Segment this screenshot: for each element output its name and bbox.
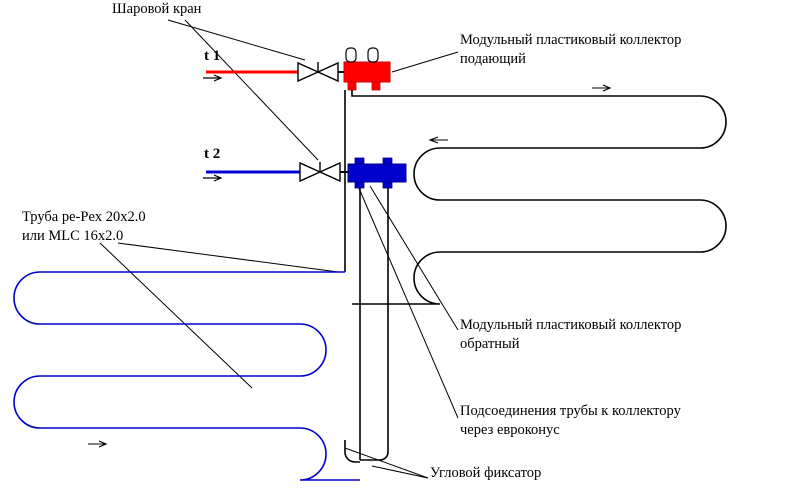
leader-lines [100,20,458,478]
supply-temp-label: t 1 [204,48,221,64]
return-inlet-pipe [203,172,300,181]
manifold-return-label [460,316,681,353]
corner-fixer-label [430,464,541,483]
upper-loop-flow-arrows [430,85,610,143]
manifold-return-label-line2: обратный [460,335,520,352]
supply-inlet-pipe [203,72,298,81]
pipe-spec-label-line2: или MLC 16х2.0 [22,227,124,244]
leader-ball-valve-top [168,20,305,60]
manifold-supply-label-line1: Модульный пластиковый коллектор [460,32,682,48]
leader-manifold-return [370,186,458,330]
eurocone-label-line1: Подсоединения трубы к коллектору [460,403,681,419]
eurocone-label [460,402,681,439]
leader-pipe-spec-2 [118,243,338,272]
lower-heating-loop [14,272,360,480]
return-temp-label: t 2 [204,146,221,162]
manifold-return-label-line1: Модульный пластиковый коллектор [460,317,682,333]
vertical-trunk-pipes [345,90,388,460]
leader-corner-fixer-1 [345,448,428,478]
eurocone-label-line2: через евроконус [460,421,560,438]
upper-heating-loop [352,90,726,304]
corner-fixer-label-line1: Угловой фиксатор [430,465,542,481]
ball-valve-supply [298,62,338,81]
leader-eurocone [358,186,458,418]
ball-valve-return [300,162,340,181]
pipe-spec-label [22,208,146,245]
leader-ball-valve-bottom [185,20,318,160]
ball-valve-label [112,0,201,19]
manifold-return [340,158,406,188]
ball-valve-label-line1: Шаровой кран [112,1,202,17]
manifold-supply-label-line2: подающий [460,50,526,67]
leader-manifold-supply [392,52,458,72]
pipe-spec-label-line1: Труба pe-Pex 20х2.0 [22,209,146,225]
corner-fixers [345,440,388,462]
manifold-supply [338,48,390,90]
manifold-supply-label [460,31,681,68]
lower-loop-flow-arrows [88,441,106,447]
leader-pipe-spec-1 [100,243,252,388]
